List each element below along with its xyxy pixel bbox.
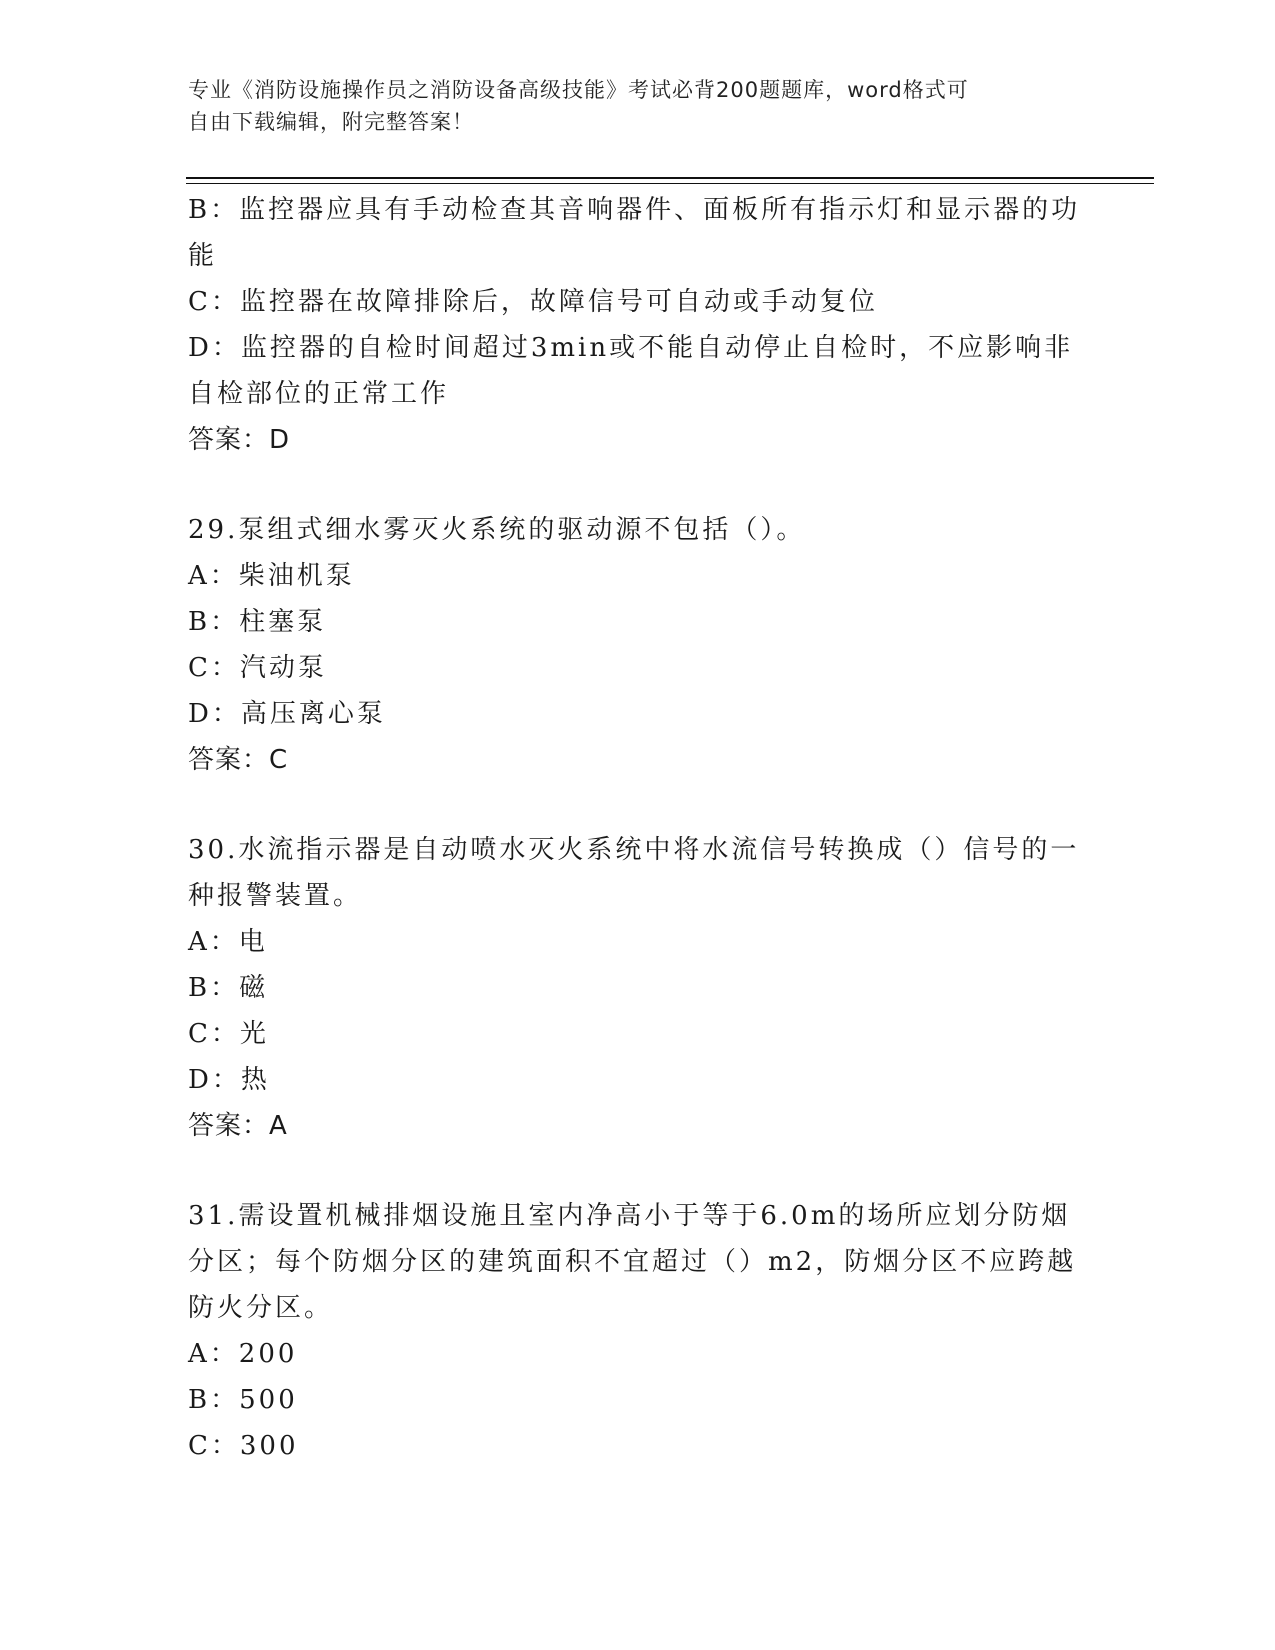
question-stem: 29.泵组式细水雾灭火系统的驱动源不包括（）。: [188, 515, 806, 545]
question-list: [188, 187, 1088, 1469]
header-divider-thick: [186, 177, 1154, 179]
option-c: C：300: [188, 1431, 299, 1461]
option-c: C：汽动泵: [188, 653, 327, 683]
option-a: A：200: [188, 1339, 298, 1369]
question-29: [188, 507, 1088, 783]
option-b-line-2: 能: [188, 241, 218, 271]
question-stem-line-2: 分区；每个防烟分区的建筑面积不宜超过（）m2，防烟分区不应跨越: [188, 1247, 1077, 1277]
option-c: C：光: [188, 1019, 269, 1049]
header-line-2: 自由下载编辑，附完整答案！: [188, 110, 474, 134]
question-spacer: [188, 783, 1088, 827]
document-header: [188, 74, 1068, 138]
option-d: D：高压离心泵: [188, 699, 386, 729]
answer: 答案：C: [188, 745, 289, 775]
option-b: B：柱塞泵: [188, 607, 327, 637]
question-30: [188, 827, 1088, 1149]
option-b: B：500: [188, 1385, 298, 1415]
option-c: C：监控器在故障排除后，故障信号可自动或手动复位: [188, 287, 878, 317]
option-d-line-1: D：监控器的自检时间超过3min或不能自动停止自检时，不应影响非: [188, 333, 1074, 363]
option-a: A：柴油机泵: [188, 561, 355, 591]
question-spacer: [188, 463, 1088, 507]
question-spacer: [188, 1149, 1088, 1193]
question-stem-line-1: 31.需设置机械排烟设施且室内净高小于等于6.0m的场所应划分防烟: [188, 1201, 1071, 1231]
header-line-1: 专业《消防设施操作员之消防设备高级技能》考试必背200题题库，word格式可: [188, 78, 969, 102]
question-stem-line-3: 防火分区。: [188, 1293, 334, 1323]
answer: 答案：A: [188, 1111, 288, 1141]
question-31: [188, 1193, 1088, 1469]
option-b: B：磁: [188, 973, 269, 1003]
question-stem-line-2: 种报警装置。: [188, 881, 363, 911]
option-d: D：热: [188, 1065, 270, 1095]
question-stem-line-1: 30.水流指示器是自动喷水灭火系统中将水流信号转换成（）信号的一: [188, 835, 1080, 865]
option-a: A：电: [188, 927, 268, 957]
answer: 答案：D: [188, 425, 291, 455]
option-b-line-1: B：监控器应具有手动检查其音响器件、面板所有指示灯和显示器的功: [188, 195, 1081, 225]
question-28-continued: [188, 187, 1088, 463]
header-divider-thin: [186, 183, 1154, 184]
option-d-line-2: 自检部位的正常工作: [188, 379, 450, 409]
